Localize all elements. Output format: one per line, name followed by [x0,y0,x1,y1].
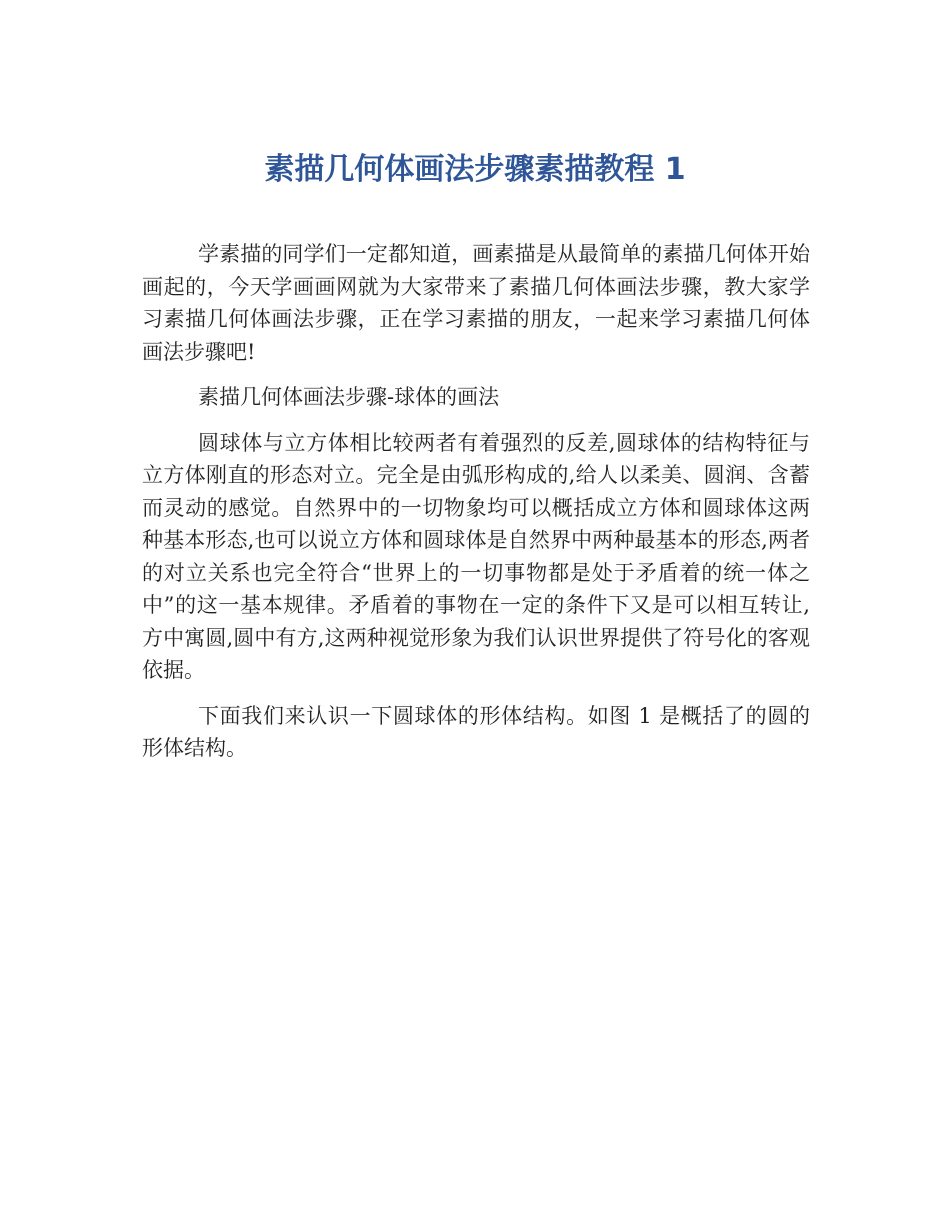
sphere-structure-paragraph: 圆球体与立方体相比较两者有着强烈的反差,圆球体的结构特征与立方体刚直的形态对立。完全是由弧形构成的,给人以柔美、圆润、含蓄而灵动的感觉。自然界中的一切物象均可以概括成立方体和圆球体这两种基本形态,也可以说立方体和圆球体是自然界中两种最基本的形态,两者的对立关系也完全符合“世界上的一切事物都是处于矛盾着的统一体之中”的这一基本规律。矛盾着的事物在一定的条件下又是可以相互转让,方中寓圆,圆中有方,这两种视觉形象为我们认识世界提供了符号化的客观依据。 [142,430,810,682]
intro-paragraph: 学素描的同学们一定都知道，画素描是从最简单的素描几何体开始画起的，今天学画画网就为大家带来了素描几何体画法步骤，教大家学习素描几何体画法步骤，正在学习素描的朋友，一起来学习素描几何体画法步骤吧! [142,242,810,364]
figure-reference-paragraph: 下面我们来认识一下圆球体的形体结构。如图 1 是概括了的圆的形体结构。 [142,703,810,760]
section-heading-paragraph: 素描几何体画法步骤-球体的画法 [198,385,500,409]
document-body [142,238,810,778]
document-title: 素描几何体画法步骤素描教程 1 [264,152,686,187]
